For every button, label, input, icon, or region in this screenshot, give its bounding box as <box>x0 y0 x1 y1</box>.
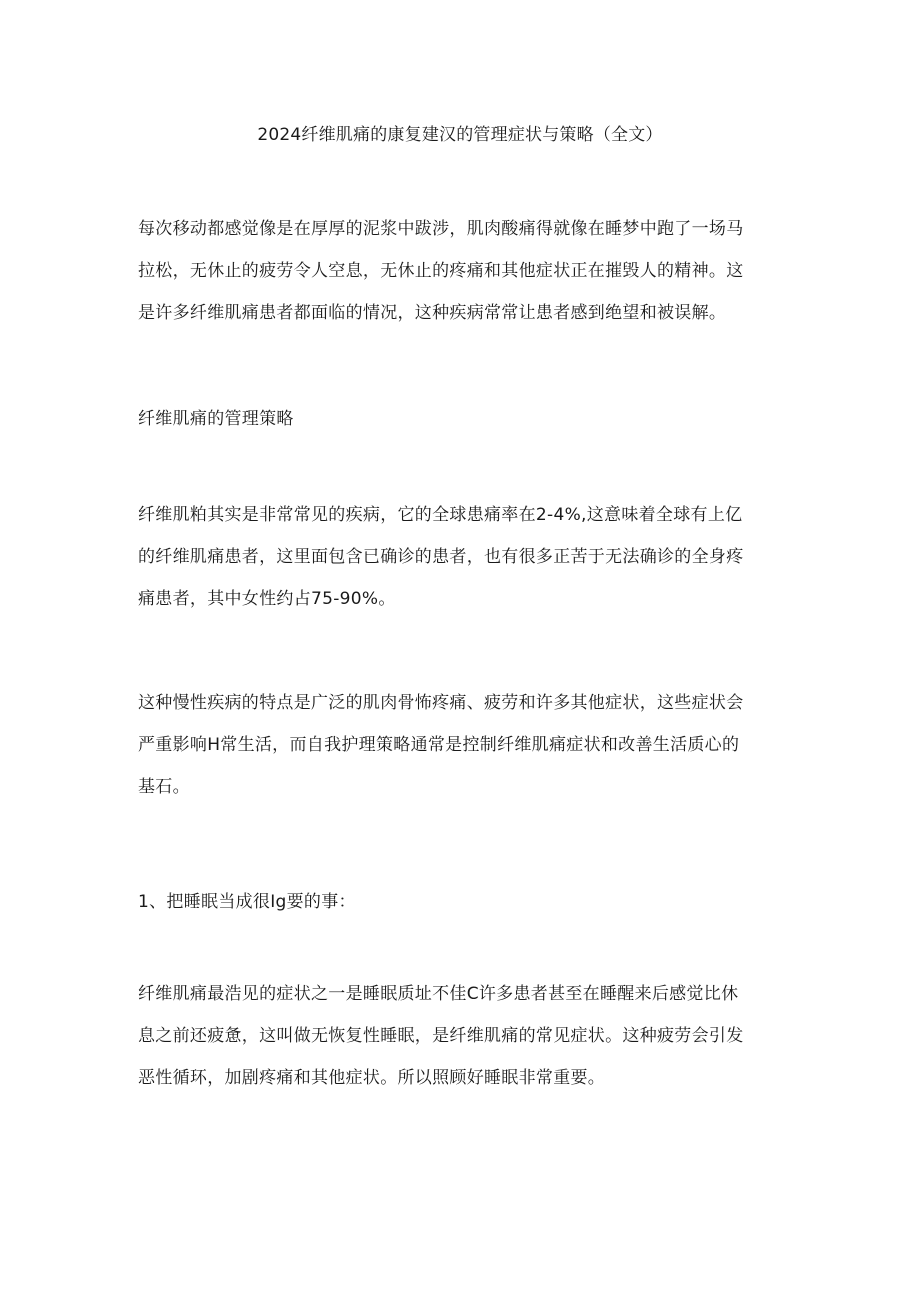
intro-line: 每次移动都感觉像是在厚厚的泥浆中跋涉，肌肉酸痛得就像在睡梦中跑了一场马 <box>138 219 744 239</box>
sleep-paragraph <box>138 973 786 1099</box>
selfcare-line: 严重影响H常生活，而自我护理策略通常是控制纤维肌痛症状和改善生活质心的 <box>138 735 740 755</box>
prevalence-paragraph <box>138 494 786 620</box>
sleep-line: 恶性循环，加剧疼痛和其他症状。所以照顾好睡眠非常重要。 <box>138 1068 606 1088</box>
sleep-line: 息之前还疲惫，这叫做无恢复性睡眠，是纤维肌痛的常见症状。这种疲劳会引发 <box>138 1026 744 1046</box>
intro-line: 拉松，无休止的疲劳令人空息，无休止的疼痛和其他症状正在摧毁人的精神。这 <box>138 261 744 281</box>
prevalence-line: 痛患者，其中女性约占75-90%。 <box>138 589 396 609</box>
selfcare-line: 这种慢性疾病的特点是广泛的肌肉骨怖疼痛、疲劳和许多其他症状，这些症状会 <box>138 693 744 713</box>
document-title: 2024纤维肌痛的康复建汉的管理症状与策略（全文） <box>257 125 663 145</box>
selfcare-paragraph <box>138 682 786 808</box>
intro-paragraph <box>138 208 786 334</box>
section-heading: 纤维肌痛的管理策略 <box>138 409 294 429</box>
intro-line: 是许多纤维肌痛患者都面临的情况，这种疾病常常让患者感到绝望和被误解。 <box>138 303 727 323</box>
selfcare-line: 基石。 <box>138 777 190 797</box>
prevalence-line: 的纤维肌痛患者，这里面包含已确诊的患者，也有很多正苦于无法确诊的全身疼 <box>138 547 744 567</box>
prevalence-line: 纤维肌粕其实是非常常见的疾病，它的全球患痛率在2-4%,这意味着全球有上亿 <box>138 505 743 525</box>
item1-heading: 1、把睡眠当成很Ig要的事： <box>138 892 356 912</box>
sleep-line: 纤维肌痛最浩见的症状之一是睡眠质址不佳C许多患者甚至在睡醒来后感觉比休 <box>138 984 739 1004</box>
